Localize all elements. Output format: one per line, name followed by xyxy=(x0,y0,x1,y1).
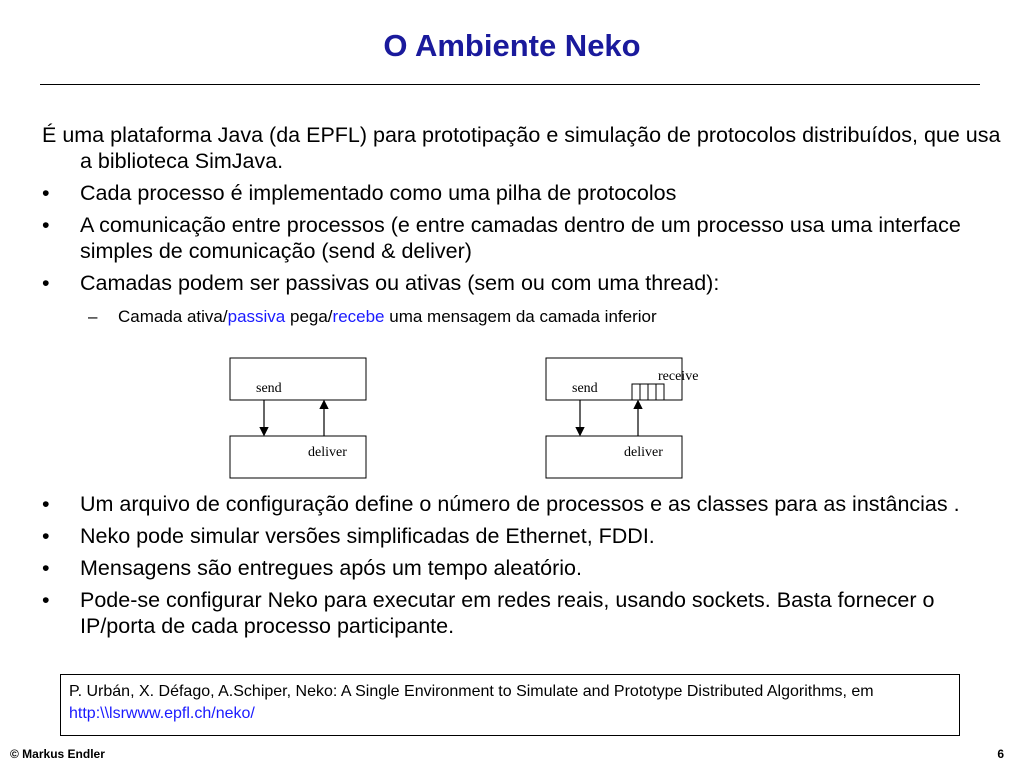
reference-text: P. Urbán, X. Défago, A.Schiper, Neko: A Single Environment to Simulate and Prototype Distributed Algorithms, em xyxy=(69,683,874,700)
bullet-marker: • xyxy=(42,492,50,516)
bullet-marker: • xyxy=(42,588,50,612)
intro-paragraph: É uma plataforma Java (da EPFL) para prototipação e simulação de protocolos distribuídos, que usa a biblioteca SimJava. xyxy=(42,123,1001,173)
sub-bullet-marker: – xyxy=(88,307,98,326)
deliver-label: deliver xyxy=(308,445,347,460)
bullet-text: Cada processo é implementado como uma pilha de protocolos xyxy=(80,181,677,205)
reference-link[interactable]: http:\\lsrwww.epfl.ch/neko/ xyxy=(69,705,255,722)
deliver-label: deliver xyxy=(624,445,663,460)
bullet-marker: • xyxy=(42,556,50,580)
sub-bullet-text-3: uma mensagem da camada inferior xyxy=(384,307,657,326)
sub-bullet-text-2: pega/ xyxy=(285,307,333,326)
active-layer-diagram xyxy=(540,350,720,487)
bullet-item xyxy=(42,587,972,639)
bullet-list-bottom xyxy=(42,491,972,645)
bullet-item xyxy=(42,270,972,296)
bullet-list-top xyxy=(42,180,972,302)
passive-layer-diagram xyxy=(226,350,376,487)
bullet-item xyxy=(42,180,972,206)
bullet-marker: • xyxy=(42,271,50,295)
upper-layer-box xyxy=(230,358,366,400)
bullet-marker: • xyxy=(42,213,50,237)
send-label: send xyxy=(572,381,598,396)
page-number: 6 xyxy=(997,747,1004,761)
bullet-marker: • xyxy=(42,181,50,205)
message-queue xyxy=(632,384,664,400)
footer-author: © Markus Endler xyxy=(10,747,105,761)
slide-title: O Ambiente Neko xyxy=(383,28,641,63)
bullet-text: Mensagens são entregues após um tempo aleatório. xyxy=(80,556,582,580)
bullet-item xyxy=(42,523,972,549)
bullet-text: Camadas podem ser passivas ou ativas (sem ou com uma thread): xyxy=(80,271,720,295)
bullet-text: A comunicação entre processos (e entre camadas dentro de um processo usa uma interface simples de comunicação (send & deliver) xyxy=(80,213,961,263)
sub-bullet xyxy=(88,306,657,328)
bullet-text: Um arquivo de configuração define o número de processos e as classes para as instâncias . xyxy=(80,492,960,516)
sub-bullet-recebe: recebe xyxy=(332,307,385,326)
bullet-item xyxy=(42,491,972,517)
sub-bullet-passiva: passiva xyxy=(227,307,286,326)
title-divider xyxy=(40,84,980,85)
send-label: send xyxy=(256,381,282,396)
bullet-text: Neko pode simular versões simplificadas de Ethernet, FDDI. xyxy=(80,524,655,548)
bullet-marker: • xyxy=(42,524,50,548)
reference-box xyxy=(60,674,960,736)
receive-label: receive xyxy=(658,369,699,384)
sub-bullet-text-1: Camada ativa/ xyxy=(118,307,228,326)
bullet-item xyxy=(42,555,972,581)
bullet-text: Pode-se configurar Neko para executar em redes reais, usando sockets. Basta fornecer o IP/porta de cada processo participante. xyxy=(80,588,935,638)
bullet-item xyxy=(42,212,972,264)
